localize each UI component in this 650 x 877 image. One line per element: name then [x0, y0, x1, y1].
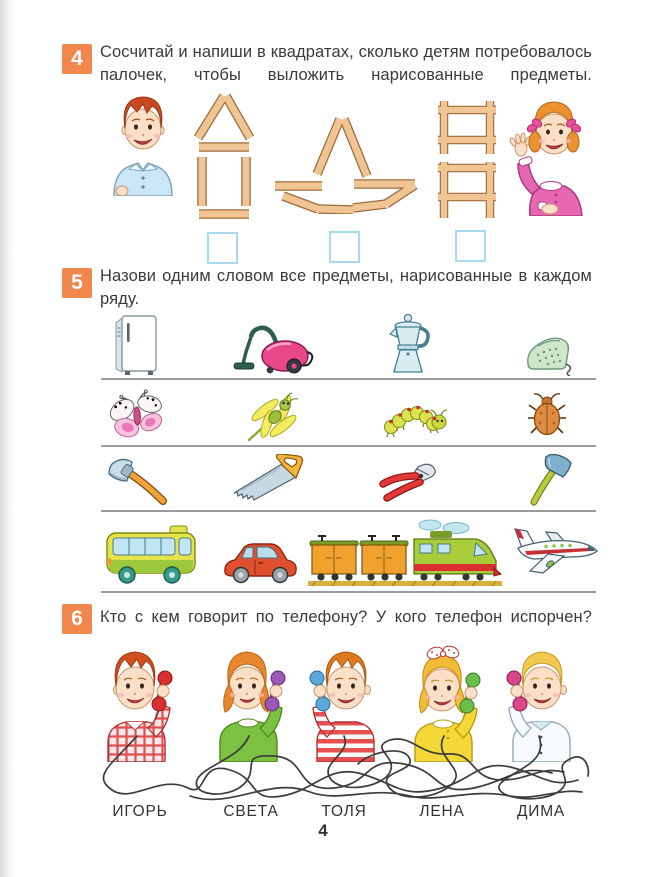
girl-figure	[502, 98, 598, 216]
iron-icon	[524, 328, 574, 376]
answer-box-house[interactable]	[207, 232, 238, 264]
butterfly-icon	[108, 386, 166, 444]
task6-number-badge: 6	[62, 604, 92, 634]
boy-figure	[98, 94, 188, 196]
saw-icon	[232, 454, 316, 502]
name-sveta: СВЕТА	[223, 803, 279, 820]
answer-box-boat[interactable]	[329, 231, 360, 263]
task4-number-badge: 4	[62, 44, 92, 74]
page-number: 4	[318, 821, 328, 840]
task4-instruction: Сосчитай и напиши в квадратах, сколько детям потребовалось палочек, чтобы выложить нарисованные предметы.	[100, 43, 592, 84]
page-gutter-shadow	[0, 0, 15, 877]
axe-icon	[106, 454, 168, 508]
vacuum-cleaner-icon	[233, 322, 315, 376]
airplane-icon	[512, 524, 600, 578]
stick-ladder-figure	[436, 99, 498, 221]
train-icon	[308, 518, 502, 590]
coffee-pot-icon	[386, 313, 432, 376]
name-igor: ИГОРЬ	[112, 803, 168, 820]
name-dima: ДИМА	[516, 803, 566, 820]
row-divider	[101, 510, 596, 512]
row-divider	[101, 445, 596, 447]
bus-icon	[104, 522, 198, 586]
hammer-icon	[518, 450, 576, 508]
pliers-icon	[376, 459, 440, 503]
dragonfly-icon	[243, 386, 307, 446]
task5-number-badge: 5	[62, 268, 92, 298]
beetle-icon	[528, 390, 566, 438]
car-icon	[222, 536, 300, 584]
refrigerator-icon	[112, 314, 160, 376]
task6-instruction: Кто с кем говорит по телефону? У кого телефон испорчен?	[100, 608, 592, 626]
row-divider	[101, 591, 596, 593]
caterpillar-icon	[383, 398, 447, 438]
row-divider	[101, 378, 596, 380]
stick-boat-figure	[266, 112, 422, 214]
name-tolya: ТОЛЯ	[321, 803, 367, 820]
stick-house-figure	[190, 90, 258, 222]
task5-instruction: Назови одним словом все предметы, нарисованные в каждом ряду.	[100, 267, 592, 308]
name-lena: ЛЕНА	[419, 803, 465, 820]
answer-box-ladder[interactable]	[455, 230, 486, 262]
